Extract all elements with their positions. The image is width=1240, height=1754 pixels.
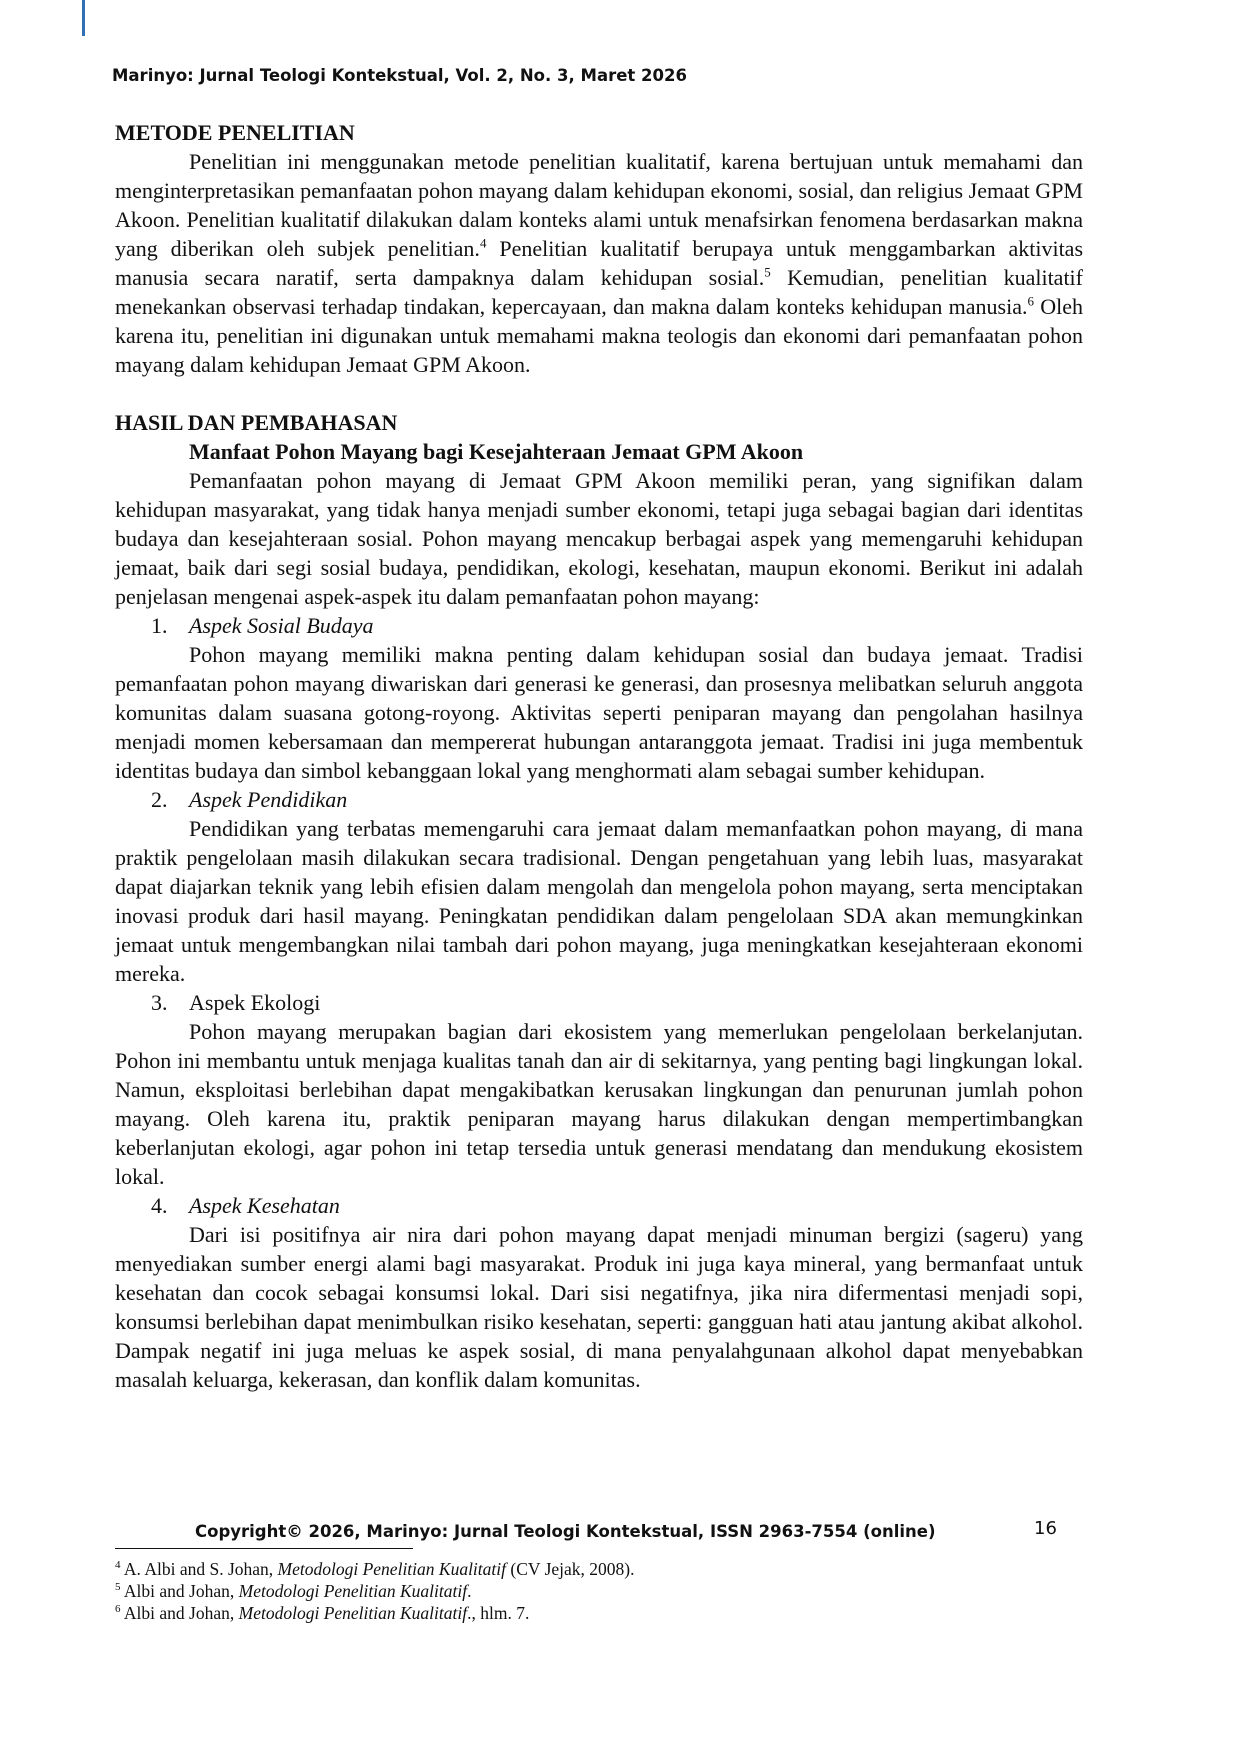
metode-text-b: Penelitian kualitatif berupaya untuk menggambarkan aktivitas manusia secara naratif, serta dampaknya dalam kehidupan sosial.: [115, 236, 1084, 290]
aspect-label: Aspek Ekologi: [189, 990, 321, 1015]
section-title-hasil: HASIL DAN PEMBAHASAN: [115, 410, 398, 435]
footer-copyright: Copyright© 2026, Marinyo: Jurnal Teologi Kontekstual, ISSN 2963-7554 (online): [195, 1522, 936, 1541]
running-head: Marinyo: Jurnal Teologi Kontekstual, Vol. 2, No. 3, Maret 2026: [112, 66, 687, 85]
footnote-text: A. Albi and S. Johan,: [123, 1559, 278, 1579]
aspect-heading-1: [115, 611, 1083, 640]
footnote-book-title: Metodologi Penelitian Kualitatif: [238, 1581, 468, 1601]
footnote-book-title: Metodologi Penelitian Kualitatif: [238, 1603, 468, 1623]
metode-text-a: Penelitian ini menggunakan metode penelitian kualitatif, karena bertujuan untuk memahami dan menginterpretasikan pemanfaatan pohon mayang dalam kehidupan ekonomi, sosial, dan religius Jemaat GPM Akoon. Penelitian kualitatif dilakukan dalam konteks alami untuk menafsirkan fenomena berdasarkan makna yang diberikan oleh subjek penelitian.: [115, 149, 1083, 261]
footnotes: [115, 1558, 1083, 1624]
subsection-title: Manfaat Pohon Mayang bagi Kesejahteraan Jemaat GPM Akoon: [189, 439, 804, 464]
metode-text-c: Kemudian, penelitian kualitatif menekankan observasi terhadap tindakan, kepercayaan, dan makna dalam konteks kehidupan manusia.: [115, 265, 1083, 319]
footnote-4: [115, 1558, 1083, 1580]
aspect-number: 4.: [151, 1193, 168, 1218]
footnote-number: 4: [115, 1559, 121, 1572]
aspect-number: 3.: [151, 990, 168, 1015]
footnote-ref-6[interactable]: 6: [1027, 293, 1034, 309]
footnote-text: (CV Jejak, 2008).: [506, 1559, 635, 1579]
aspect-paragraph-3: Pohon mayang merupakan bagian dari ekosistem yang memerlukan pengelolaan berkelanjutan. Pohon ini membantu untuk menjaga kualitas tanah dan air di sekitarnya, yang penting bagi lingkungan lokal. Namun, eksploitasi berlebihan dapat mengakibatkan kerusakan lingkungan dan penurunan jumlah pohon mayang. Oleh karena itu, praktik peniparan mayang harus dilakukan dengan mempertimbangkan keberlanjutan ekologi, agar pohon ini tetap tersedia untuk generasi mendatang dan mendukung ekosistem lokal.: [115, 1019, 1083, 1189]
aspect-paragraph-2: Pendidikan yang terbatas memengaruhi cara jemaat dalam memanfaatkan pohon mayang, di mana praktik pengelolaan masih dilakukan secara tradisional. Dengan pengetahuan yang lebih luas, masyarakat dapat diajarkan teknik yang lebih efisien dalam mengolah dan mengelola pohon mayang, serta menciptakan inovasi produk dari hasil mayang. Peningkatan pendidikan dalam pengelolaan SDA akan memungkinkan jemaat untuk mengembangkan nilai tambah dari pohon mayang, juga meningkatkan kesejahteraan ekonomi mereka.: [115, 816, 1083, 986]
footnote-5: [115, 1580, 1083, 1602]
article-body: [115, 118, 1083, 1394]
aspect-paragraph-1: Pohon mayang memiliki makna penting dalam kehidupan sosial dan budaya jemaat. Tradisi pemanfaatan pohon mayang diwariskan dari generasi ke generasi, dan prosesnya melibatkan seluruh anggota komunitas dalam suasana gotong-royong. Aktivitas seperti peniparan mayang dan pengolahan hasilnya menjadi momen kebersamaan dan mempererat hubungan antaranggota jemaat. Tradisi ini juga membentuk identitas budaya dan simbol kebanggaan lokal yang menghormati alam sebagai sumber kehidupan.: [115, 642, 1083, 783]
aspect-heading-3: [115, 988, 1083, 1017]
hasil-intro-paragraph: Pemanfaatan pohon mayang di Jemaat GPM Akoon memiliki peran, yang signifikan dalam kehidupan masyarakat, yang tidak hanya menjadi sumber ekonomi, tetapi juga sebagai bagian dari identitas budaya dan kesejahteraan sosial. Pohon mayang mencakup berbagai aspek yang memengaruhi kehidupan jemaat, baik dari segi sosial budaya, pendidikan, ekologi, kesehatan, maupun ekonomi. Berikut ini adalah penjelasan mengenai aspek-aspek itu dalam pemanfaatan pohon mayang:: [115, 468, 1083, 609]
footnote-ref-4[interactable]: 4: [479, 235, 487, 251]
footnote-text: ., hlm. 7.: [467, 1603, 530, 1623]
aspect-number: 2.: [151, 787, 168, 812]
aspect-paragraph-4: Dari isi positifnya air nira dari pohon mayang dapat menjadi minuman bergizi (sageru) yang menyediakan sumber energi alami bagi masyarakat. Produk ini juga kaya mineral, yang bermanfaat untuk kesehatan dan cocok sebagai konsumsi lokal. Dari sisi negatifnya, jika nira difermentasi menjadi sopi, konsumsi berlebihan dapat menimbulkan risiko kesehatan, seperti: gangguan hati atau jantung akibat alkohol. Dampak negatif ini juga meluas ke aspek sosial, di mana penyalahgunaan alkohol dapat menyebabkan masalah keluarga, kekerasan, dan konflik dalam komunitas.: [115, 1222, 1083, 1392]
aspect-heading-2: [115, 785, 1083, 814]
footnote-text: Albi and Johan,: [123, 1581, 239, 1601]
footnote-separator: [115, 1548, 413, 1549]
section-gap: [115, 379, 1083, 408]
section-title-metode: METODE PENELITIAN: [115, 120, 355, 145]
footnote-text: Albi and Johan,: [123, 1603, 239, 1623]
aspect-label: Aspek Kesehatan: [189, 1193, 340, 1218]
metode-paragraph: [115, 147, 1083, 379]
page-number: 16: [1034, 1518, 1057, 1539]
aspect-label: Aspek Pendidikan: [189, 787, 348, 812]
footnote-6: [115, 1602, 1083, 1624]
footnote-number: 6: [115, 1603, 121, 1616]
footnote-text: .: [467, 1581, 472, 1601]
footnote-number: 5: [115, 1581, 121, 1594]
aspect-heading-4: [115, 1191, 1083, 1220]
footnote-book-title: Metodologi Penelitian Kualitatif: [277, 1559, 506, 1579]
aspect-number: 1.: [151, 613, 168, 638]
page-edge-marker: [82, 0, 85, 36]
metode-text-d: Oleh karena itu, penelitian ini digunakan untuk memahami makna teologis dan ekonomi dari pemanfaatan pohon mayang dalam kehidupan Jemaat GPM Akoon.: [115, 294, 1084, 377]
aspect-label: Aspek Sosial Budaya: [189, 613, 374, 638]
footnote-ref-5[interactable]: 5: [764, 264, 771, 280]
